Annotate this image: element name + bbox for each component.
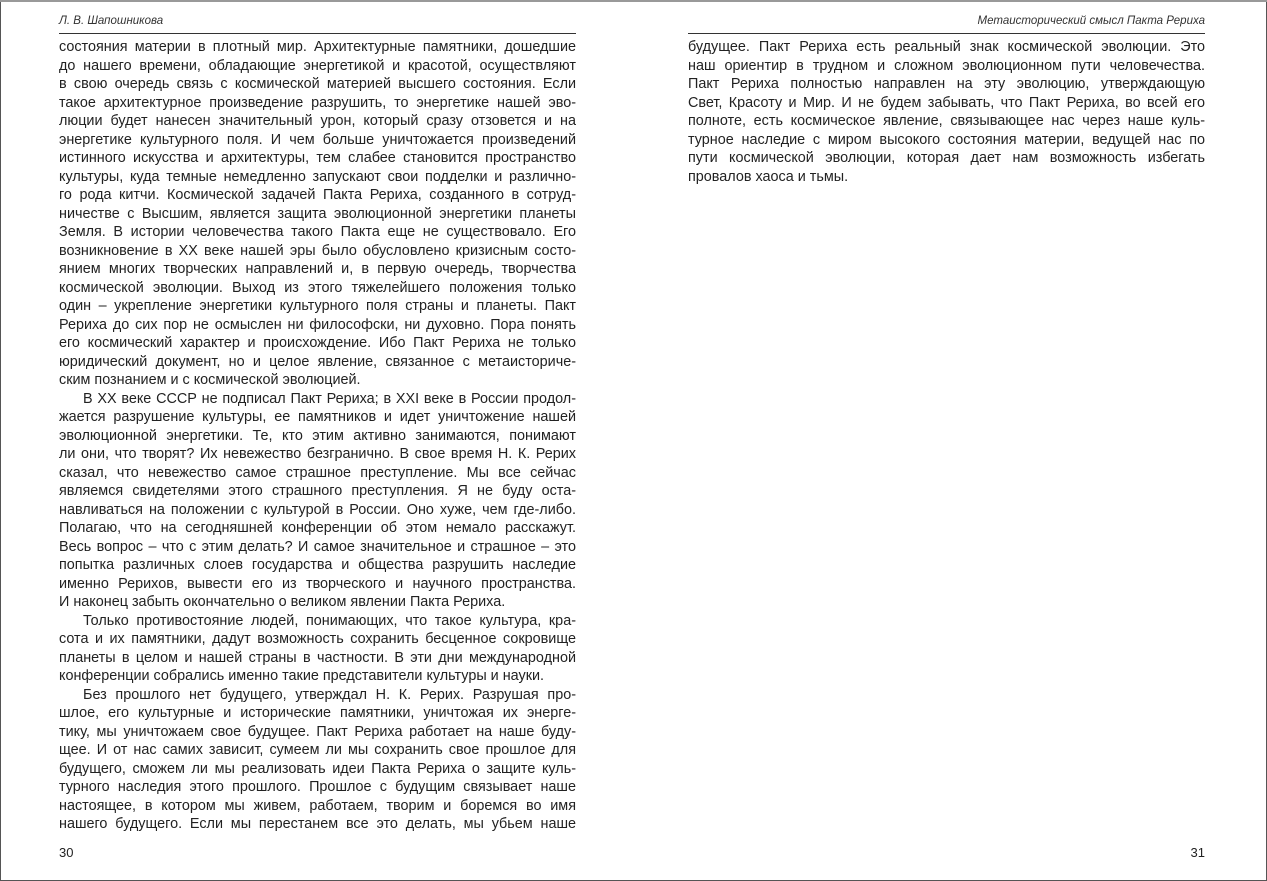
right-page <box>688 0 1205 881</box>
text-line: турного наследия этого прошлого. Прошлое с будущим связывает наше <box>59 779 576 795</box>
text-line: сказал, что невежество самое страшное преступление. Мы все сейчас <box>59 464 576 481</box>
text-line: возникновение в XX веке нашей эры было обусловлено кризисным состо- <box>59 242 576 259</box>
text-line: жается разрушение культуры, ее памятников и идет уничтожение нашей <box>59 409 576 425</box>
text-line: пути космической эволюции, которая дает нам возможность избегать <box>688 150 1205 166</box>
text-line: юридический документ, но и целое явление, связанное с метаисториче- <box>59 353 576 370</box>
text-line: нашего будущего. Если мы перестанем все это делать, мы убьем наше <box>59 816 576 832</box>
text-line: навливаться на положении с культурой в России. Оно хуже, чем где-либо. <box>59 501 576 518</box>
text-line: Рериха до сих пор не осмыслен ни философски, ни духовно. Пора понять <box>59 316 576 333</box>
text-line: тику, мы уничтожаем свое будущее. Пакт Рериха работает на наше буду- <box>59 723 576 740</box>
text-line: будущее. Пакт Рериха есть реальный знак космической эволюции. Это <box>688 39 1205 55</box>
text-line: Без прошлого нет будущего, утверждал Н. К. Рерих. Разрушая про- <box>83 686 576 703</box>
text-line: попытка различных слоев государства и общества разрушить наследие <box>59 557 576 573</box>
text-line: полноте, есть космическое явление, связывающее нас через наше куль- <box>688 113 1205 129</box>
header-rule <box>688 33 1205 34</box>
paragraph <box>59 686 576 834</box>
text-line: го рода китчи. Космической задачей Пакта Рериха, созданного в сотруд- <box>59 187 576 203</box>
text-line: В XX веке СССР не подписал Пакт Рериха; в XXI веке в России продол- <box>83 390 576 407</box>
text-line: энергетике культурного поля. И чем больше уничтожается произведений <box>59 131 576 148</box>
text-line: люции будет нанесен значительный урон, который сразу отзовется и на <box>59 113 576 129</box>
text-line: сота и их памятники, дадут возможность сохранить бесценное сокровище <box>59 631 576 647</box>
text-line: будущего, сможем ли мы реализовать идеи Пакта Рериха о защите куль- <box>59 760 576 777</box>
text-line: культуры, куда темные немедленно запускают свои подделки и различно- <box>59 168 576 185</box>
right-page-body <box>688 38 1205 186</box>
text-line: наш ориентир в трудном и сложном эволюционном пути человечества. <box>688 57 1205 74</box>
left-page <box>59 0 576 881</box>
text-line: до нашего времени, обладающие энергетикой и красотой, осуществляют <box>59 57 576 74</box>
text-line: его космический характер и происхождение. Ибо Пакт Рериха не только <box>59 335 576 351</box>
text-line: Земля. В истории человечества такого Пакта еще не существовало. Его <box>59 224 576 240</box>
text-line: шлое, его культурные и исторические памятники, уничтожая их энерге- <box>59 705 576 721</box>
paragraph <box>59 38 576 390</box>
running-head-title: Метаисторический смысл Пакта Рериха <box>977 15 1205 27</box>
text-line: Полагаю, что на сегодняшней конференции об этом немало расскажут. <box>59 520 576 536</box>
text-line: планеты в целом и нашей страны в частности. В эти дни международной <box>59 649 576 666</box>
text-line: состояния материи в плотный мир. Архитектурные памятники, дошедшие <box>59 39 576 55</box>
text-line: конференции собрались именно такие представители культуры и науки. <box>59 668 545 684</box>
text-line: Весь вопрос – что с этим делать? И самое значительное и страшное – это <box>59 538 576 555</box>
text-line: являемся свидетелями этого страшного преступления. Я не буду оста- <box>59 483 576 499</box>
text-line: ничестве с Высшим, является защита эволюционной энергетики планеты <box>59 205 576 222</box>
paragraph <box>59 612 576 686</box>
text-line: турное наследие с миром высокого состояния материи, ведущей нас по <box>688 131 1205 148</box>
left-page-body <box>59 38 576 834</box>
text-line: янием многих творческих направлений и, в первую очередь, творчества <box>59 261 576 277</box>
text-line: Свет, Красоту и Мир. И не будем забывать, что Пакт Рериха, во всей его <box>688 94 1205 111</box>
text-line: ли они, что творят? Их невежество безгранично. В свое время Н. К. Рерих <box>59 446 576 462</box>
text-line: такое архитектурное произведение разрушить, то энергетике нашей эво- <box>59 94 576 111</box>
text-line: щее. И от нас самих зависит, сумеем ли мы сохранить свое прошлое для <box>59 742 576 758</box>
paragraph <box>688 38 1205 186</box>
page-number: 31 <box>1190 845 1205 860</box>
text-line: И наконец забыть окончательно о великом явлении Пакта Рериха. <box>59 594 506 610</box>
header-rule <box>59 33 576 34</box>
running-head-author: Л. В. Шапошникова <box>59 15 164 27</box>
text-line: космической эволюции. Выход из этого тяжелейшего положения только <box>59 279 576 296</box>
text-line: один – укрепление энергетики культурного поля страны и планеты. Пакт <box>59 298 576 314</box>
text-line: истинного искусства и архитектуры, тем слабее становится пространство <box>59 150 576 166</box>
text-line: именно Рерихов, вывести его из творческого и научного пространства. <box>59 575 576 592</box>
paragraph <box>59 390 576 612</box>
text-line: эволюционной энергетики. Те, кто этим активно занимаются, понимают <box>59 427 576 444</box>
text-line: провалов хаоса и тьмы. <box>688 168 849 185</box>
page-number: 30 <box>59 845 74 860</box>
text-line: Пакт Рериха полностью направлен на эту эволюцию, утверждающую <box>688 76 1205 92</box>
text-line: Только противостояние людей, понимающих, что такое культура, кра- <box>83 612 576 629</box>
text-line: настоящее, в котором мы живем, работаем, творим и боремся во имя <box>59 797 576 814</box>
text-line: в свою очередь связь с космической материей высшего состояния. Если <box>59 76 576 92</box>
text-line: ским познанием и с космической эволюцией. <box>59 372 361 388</box>
